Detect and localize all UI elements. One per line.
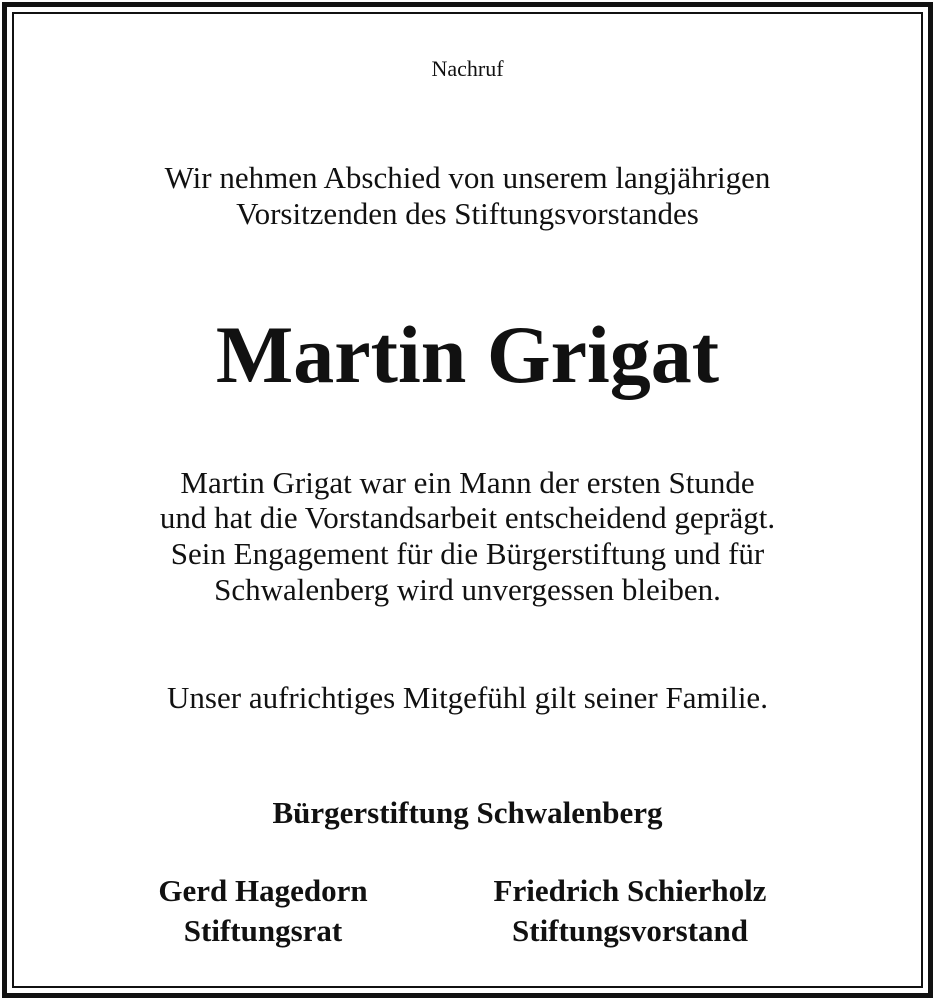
signatory-role: Stiftungsrat (183, 913, 343, 948)
condolence-text: Unser aufrichtiges Mitgefühl gilt seiner Familie. (167, 680, 768, 715)
signatory-name: Friedrich Schierholz (493, 873, 767, 908)
intro-line: Wir nehmen Abschied von unserem langjährigen (164, 160, 771, 195)
tribute-line: und hat die Vorstandsarbeit entscheidend geprägt. (159, 500, 776, 535)
organization-name: Bürgerstiftung Schwalenberg (272, 795, 663, 830)
tribute-line: Sein Engagement für die Bürgerstiftung und für (170, 536, 765, 571)
intro-line: Vorsitzenden des Stiftungsvorstandes (236, 196, 699, 231)
signatory-role: Stiftungsvorstand (512, 913, 748, 948)
notice-heading: Nachruf (431, 56, 504, 81)
deceased-name: Martin Grigat (215, 309, 720, 400)
signatory-name: Gerd Hagedorn (158, 873, 368, 908)
tribute-line: Schwalenberg wird unvergessen bleiben. (214, 572, 721, 607)
tribute-line: Martin Grigat war ein Mann der ersten Stunde (180, 465, 755, 500)
